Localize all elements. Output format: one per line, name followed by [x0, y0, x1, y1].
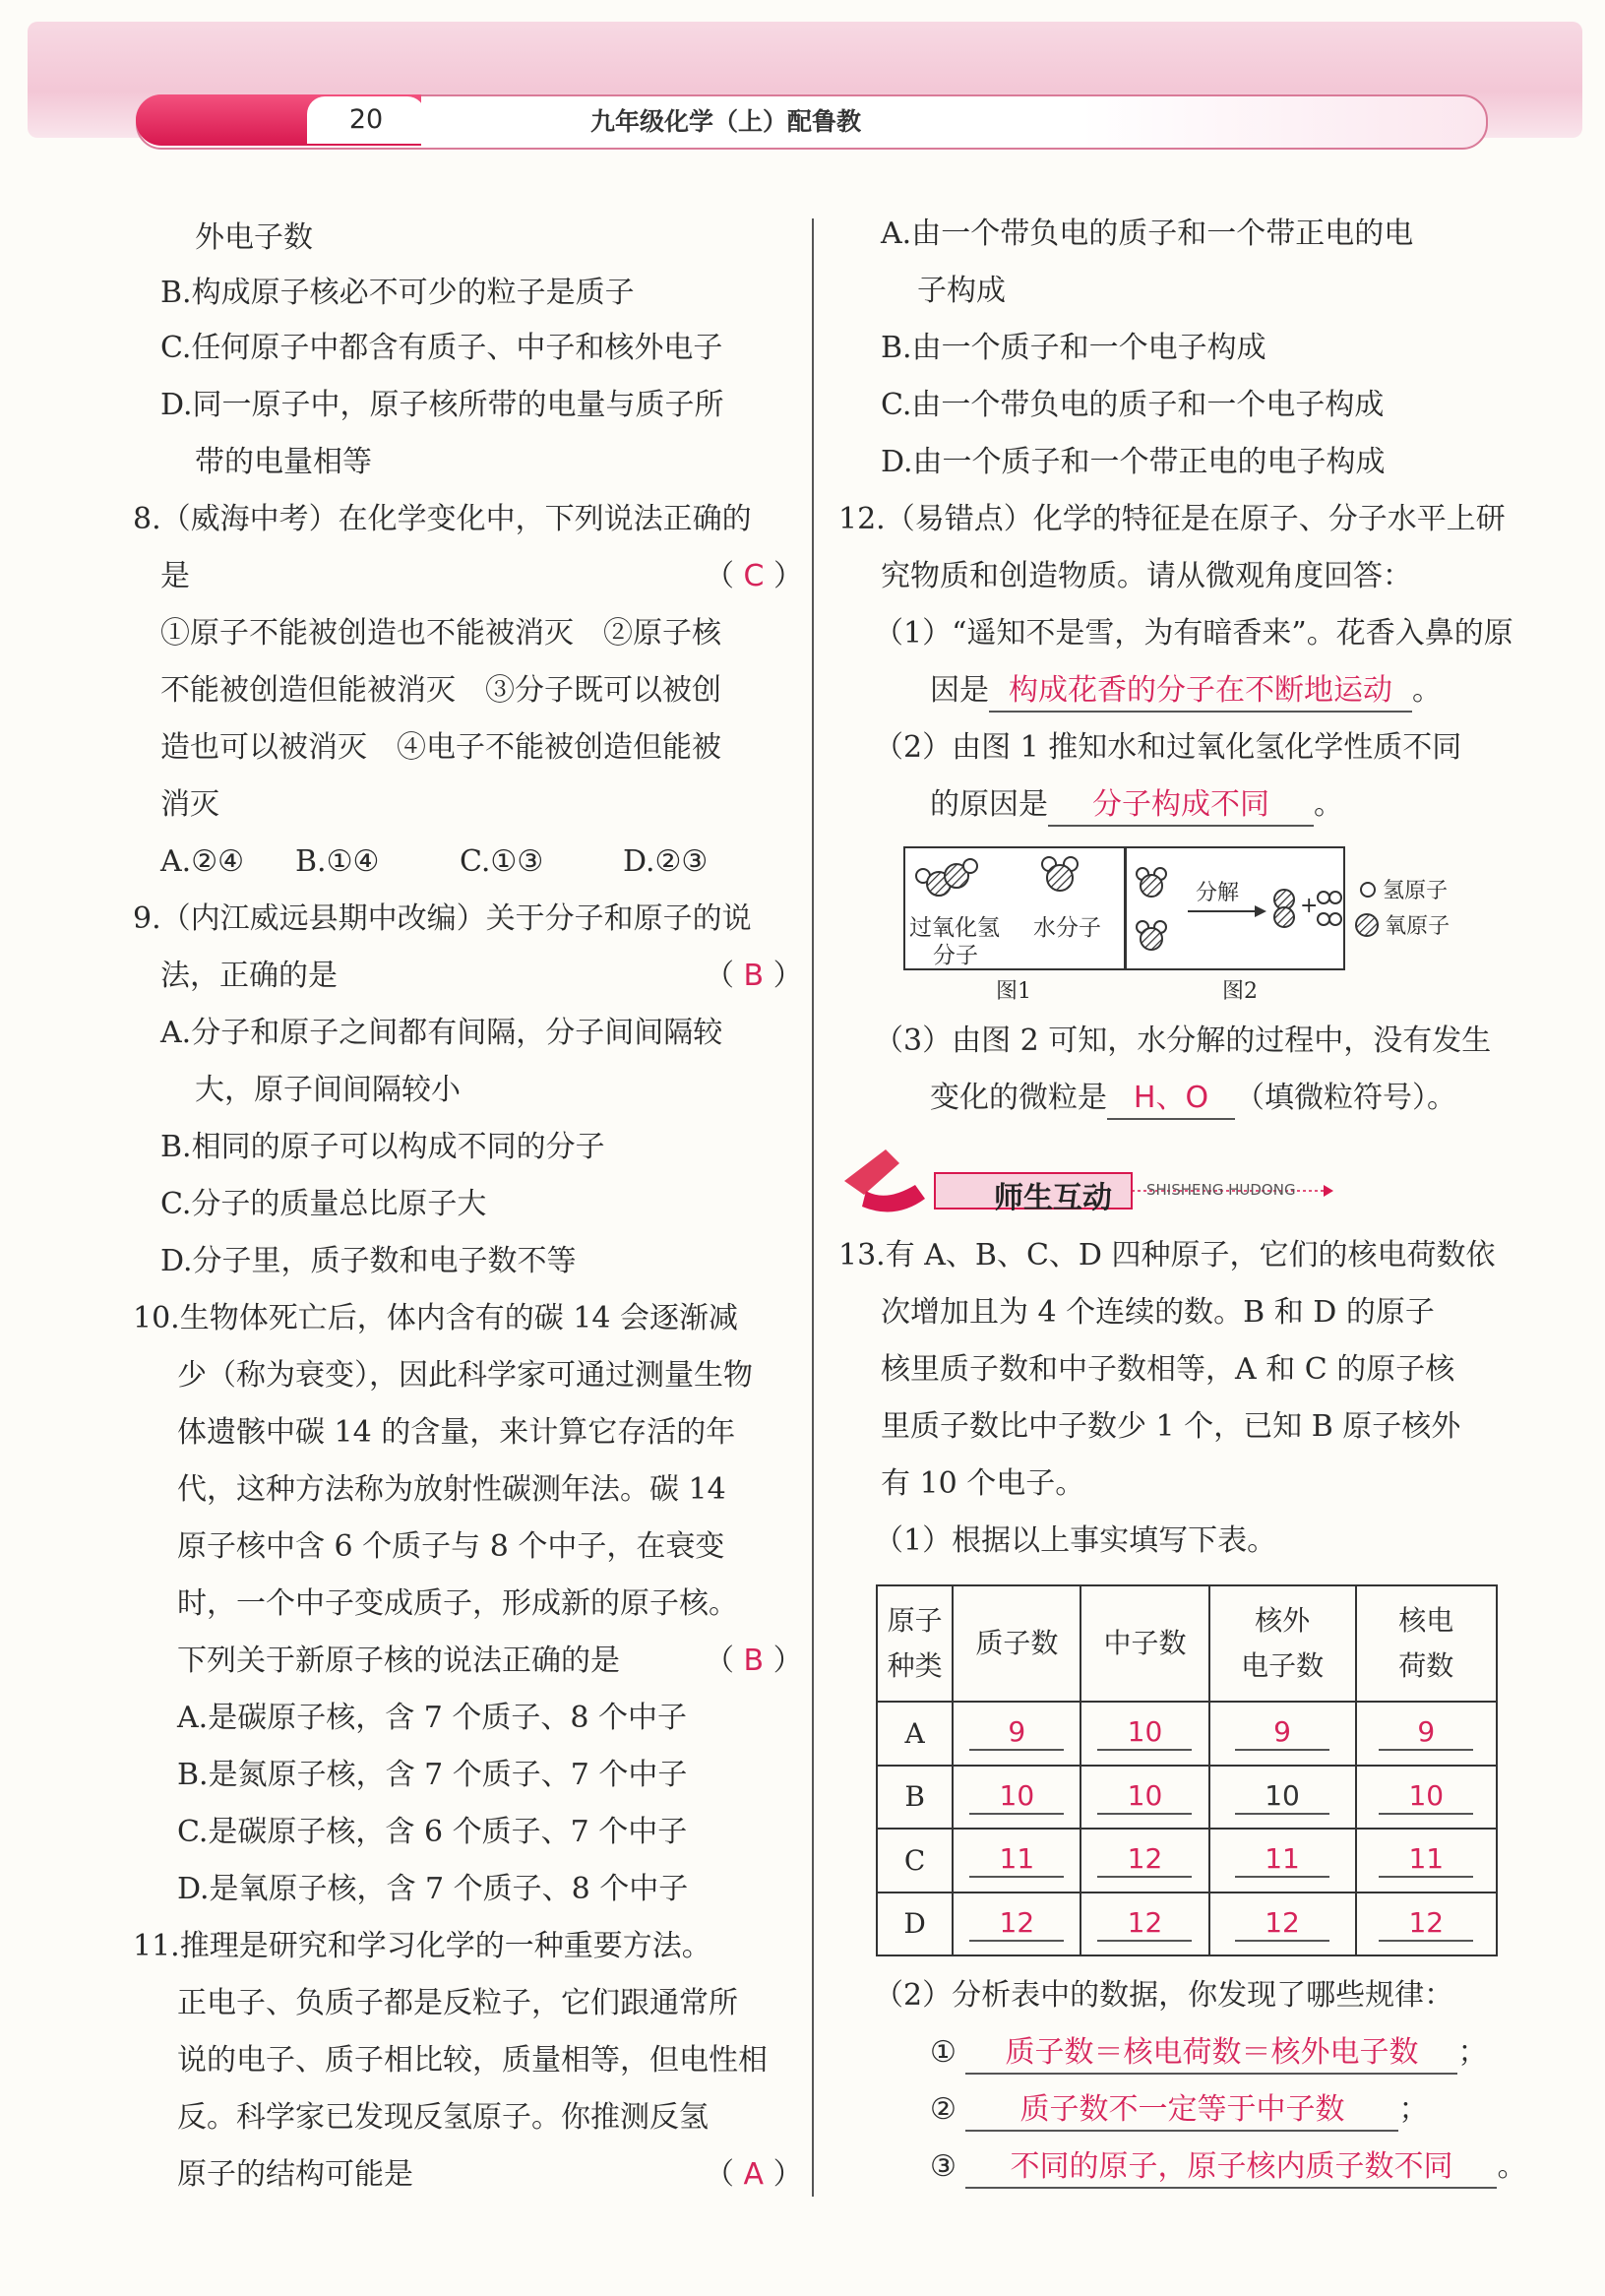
- q11-option-b: B.由一个质子和一个电子构成: [881, 331, 1266, 365]
- q13-rule-3: ③ 不同的原子，原子核内质子数不同 。: [930, 2147, 1526, 2189]
- figure-1-box: [903, 846, 1126, 970]
- section-pinyin: SHISHENG HUDONG: [1146, 1181, 1296, 1199]
- cell-electrons: 12: [1209, 1893, 1356, 1956]
- q12-answer-3: H、O: [1107, 1079, 1235, 1120]
- q11-stem: 11.推理是研究和学习化学的一种重要方法。: [133, 1929, 711, 1963]
- row-label: A: [877, 1702, 953, 1766]
- figure-2-plus: +: [1300, 894, 1319, 918]
- q10-option-b: B.是氮原子核，含 7 个质子、7 个中子: [177, 1758, 688, 1792]
- figure-1-label-water: 水分子: [1033, 915, 1101, 941]
- q12-stem: 12.（易错点）化学的特征是在原子、分子水平上研: [838, 502, 1506, 536]
- cell-charge: 9: [1356, 1702, 1497, 1766]
- q8-option-b: B.①④: [295, 844, 380, 879]
- q10-stem-line: 时，一个中子变成质子，形成新的原子核。: [177, 1586, 738, 1621]
- cell-charge: 12: [1356, 1893, 1497, 1956]
- cell-protons: 9: [953, 1702, 1080, 1766]
- q8-answer: C: [743, 559, 765, 593]
- cell-neutrons: 12: [1080, 1893, 1208, 1956]
- cell-electrons: 9: [1209, 1702, 1356, 1766]
- q8-statement: 造也可以被消灭 ④电子不能被创造但能被: [160, 730, 721, 765]
- q8-stem-2: 是: [160, 559, 190, 593]
- q11-option-a: A.由一个带负电的质子和一个带正电的电: [881, 217, 1414, 251]
- q8-option-a: A.②④: [160, 844, 244, 879]
- q8-answer-box: （ C ）: [705, 559, 804, 593]
- q11-answer: A: [743, 2157, 765, 2192]
- q12-part2: （2）由图 1 推知水和过氧化氢化学性质不同: [874, 730, 1462, 765]
- cell-neutrons: 10: [1080, 1702, 1208, 1766]
- page-title: 九年级化学（上）配鲁教: [590, 107, 862, 136]
- q13-rule-2-answer: 质子数不一定等于中子数: [965, 2090, 1398, 2132]
- figure-2-caption: 图2: [1222, 979, 1258, 1004]
- legend-hydrogen: 氢原子: [1358, 874, 1448, 904]
- q13-rule-1: ① 质子数＝核电荷数＝核外电子数 ；: [930, 2033, 1487, 2075]
- row-label: D: [877, 1893, 953, 1956]
- q11-answer-box: （ A ）: [705, 2157, 803, 2192]
- oxygen-atom-icon: [1354, 912, 1380, 938]
- q10-stem-line: 体遗骸中碳 14 的含量，来计算它存活的年: [177, 1415, 736, 1450]
- q13-stem-line: 有 10 个电子。: [881, 1466, 1085, 1501]
- cell-protons: 11: [953, 1829, 1080, 1893]
- q9-option-b: B.相同的原子可以构成不同的分子: [160, 1130, 605, 1164]
- header-protons: 质子数: [953, 1585, 1080, 1702]
- section-banner: [836, 1142, 1338, 1222]
- q8-statement: ①原子不能被创造也不能被消灭 ②原子核: [160, 616, 721, 651]
- q8-statement: 不能被创造但能被消灭 ③分子既可以被创: [160, 673, 721, 708]
- q13-rule-3-answer: 不同的原子，原子核内质子数不同: [965, 2147, 1497, 2189]
- table-row: [877, 1702, 1497, 1766]
- q13-rule-2: ② 质子数不一定等于中子数 ；: [930, 2090, 1428, 2132]
- q12-part1-line2: 因是 构成花香的分子在不断地运动 。: [930, 671, 1442, 713]
- header-nuclear-charge: 核电 荷数: [1356, 1585, 1497, 1702]
- q10-option-c: C.是碳原子核，含 6 个质子、7 个中子: [177, 1815, 688, 1849]
- cell-electrons: 11: [1209, 1829, 1356, 1893]
- q10-option-d: D.是氧原子核，含 7 个质子、8 个中子: [177, 1872, 689, 1906]
- q13-stem-line: 次增加且为 4 个连续的数。B 和 D 的原子: [881, 1295, 1435, 1330]
- q7-tail-line: 外电子数: [195, 220, 313, 255]
- q7-option-d-cont: 带的电量相等: [195, 445, 372, 479]
- cell-protons: 12: [953, 1893, 1080, 1956]
- q9-answer: B: [743, 959, 765, 993]
- q11-stem-line: 反。科学家已发现反氢原子。你推测反氢: [177, 2100, 709, 2135]
- q13-part1: （1）根据以上事实填写下表。: [874, 1523, 1277, 1558]
- q13-stem-line: 里质子数比中子数少 1 个，已知 B 原子核外: [881, 1409, 1461, 1444]
- atom-table: [876, 1584, 1498, 1956]
- q11-option-d: D.由一个质子和一个带正电的电子构成: [881, 445, 1386, 479]
- figure-1-caption: 图1: [996, 979, 1031, 1004]
- q11-stem-line: 原子的结构可能是: [177, 2157, 413, 2192]
- hydrogen-atom-icon: [1358, 880, 1378, 900]
- header-atom-type: 原子 种类: [877, 1585, 953, 1702]
- q7-option-d: D.同一原子中，原子核所带的电量与质子所: [160, 388, 724, 422]
- q13-part2: （2）分析表中的数据，你发现了哪些规律：: [874, 1978, 1454, 2013]
- q7-option-c: C.任何原子中都含有质子、中子和核外电子: [160, 331, 723, 365]
- q9-option-c: C.分子的质量总比原子大: [160, 1187, 487, 1221]
- q12-part2-line2: 的原因是 分子构成不同 。: [930, 785, 1343, 827]
- q12-part3-line2: 变化的微粒是 H、O （填微粒符号）。: [930, 1079, 1456, 1120]
- cell-charge: 10: [1356, 1766, 1497, 1830]
- section-title: 师生互动: [994, 1181, 1112, 1215]
- q10-stem-line: 下列关于新原子核的说法正确的是: [177, 1644, 620, 1678]
- row-label: B: [877, 1766, 953, 1830]
- row-label: C: [877, 1829, 953, 1893]
- q12-part1: （1）“遥知不是雪，为有暗香来”。花香入鼻的原: [874, 616, 1513, 651]
- q9-stem: 9.（内江威远县期中改编）关于分子和原子的说: [133, 901, 752, 936]
- q11-option-c: C.由一个带负电的质子和一个电子构成: [881, 388, 1385, 422]
- q10-answer: B: [743, 1644, 765, 1678]
- figure-2-box: [1125, 846, 1345, 970]
- cell-electrons: 10: [1209, 1766, 1356, 1830]
- q13-stem-line: 核里质子数和中子数相等，A 和 C 的原子核: [881, 1352, 1455, 1387]
- q10-option-a: A.是碳原子核，含 7 个质子、8 个中子: [177, 1701, 687, 1735]
- legend-oxygen: 氧原子: [1354, 909, 1450, 940]
- q10-stem-line: 少（称为衰变），因此科学家可通过测量生物: [177, 1358, 753, 1393]
- q9-answer-box: （ B ）: [705, 959, 803, 993]
- q12-stem-2: 究物质和创造物质。请从微观角度回答：: [881, 559, 1412, 593]
- q10-stem-line: 代，这种方法称为放射性碳测年法。碳 14: [177, 1472, 726, 1507]
- q8-statement: 消灭: [160, 787, 219, 822]
- cell-protons: 10: [953, 1766, 1080, 1830]
- q8-option-d: D.②③: [623, 844, 709, 879]
- figure-2-arrow-label: 分解: [1196, 881, 1240, 905]
- q13-stem: 13.有 A、B、C、D 四种原子，它们的核电荷数依: [838, 1238, 1496, 1272]
- header-electrons: 核外 电子数: [1209, 1585, 1356, 1702]
- table-header-row: [877, 1585, 1497, 1702]
- q10-stem: 10.生物体死亡后，体内含有的碳 14 会逐渐减: [133, 1301, 738, 1335]
- column-divider: [812, 218, 814, 2197]
- table-row: [877, 1893, 1497, 1956]
- q11-option-a-cont: 子构成: [917, 274, 1006, 308]
- q12-answer-1: 构成花香的分子在不断地运动: [989, 671, 1412, 713]
- q8-option-c: C.①③: [460, 844, 544, 879]
- q9-option-d: D.分子里，质子数和电子数不等: [160, 1244, 577, 1278]
- figure-1-label-h2o2-b: 分子: [933, 943, 978, 968]
- q11-stem-line: 正电子、负质子都是反粒子，它们跟通常所: [177, 1986, 738, 2020]
- q10-stem-line: 原子核中含 6 个质子与 8 个中子，在衰变: [177, 1529, 725, 1564]
- q9-option-a: A.分子和原子之间都有间隔，分子间间隔较: [160, 1016, 723, 1050]
- header-neutrons: 中子数: [1080, 1585, 1208, 1702]
- figure-1-label-h2o2: 过氧化氢: [909, 915, 1000, 941]
- q13-rule-1-answer: 质子数＝核电荷数＝核外电子数: [965, 2033, 1457, 2075]
- q12-part3: （3）由图 2 可知，水分解的过程中，没有发生: [874, 1024, 1492, 1058]
- page-number: 20: [307, 96, 425, 144]
- q9-option-a-cont: 大，原子间间隔较小: [195, 1073, 461, 1107]
- q11-stem-line: 说的电子、质子相比较，质量相等，但电性相: [177, 2043, 768, 2078]
- q9-stem-2: 法，正确的是: [160, 959, 338, 993]
- q7-option-b: B.构成原子核必不可少的粒子是质子: [160, 276, 635, 310]
- q12-answer-2: 分子构成不同: [1048, 785, 1314, 827]
- q10-answer-box: （ B ）: [705, 1644, 803, 1678]
- q8-stem: 8.（威海中考）在化学变化中，下列说法正确的: [133, 502, 752, 536]
- table-row: [877, 1766, 1497, 1830]
- table-row: [877, 1829, 1497, 1893]
- cell-neutrons: 12: [1080, 1829, 1208, 1893]
- cell-neutrons: 10: [1080, 1766, 1208, 1830]
- cell-charge: 11: [1356, 1829, 1497, 1893]
